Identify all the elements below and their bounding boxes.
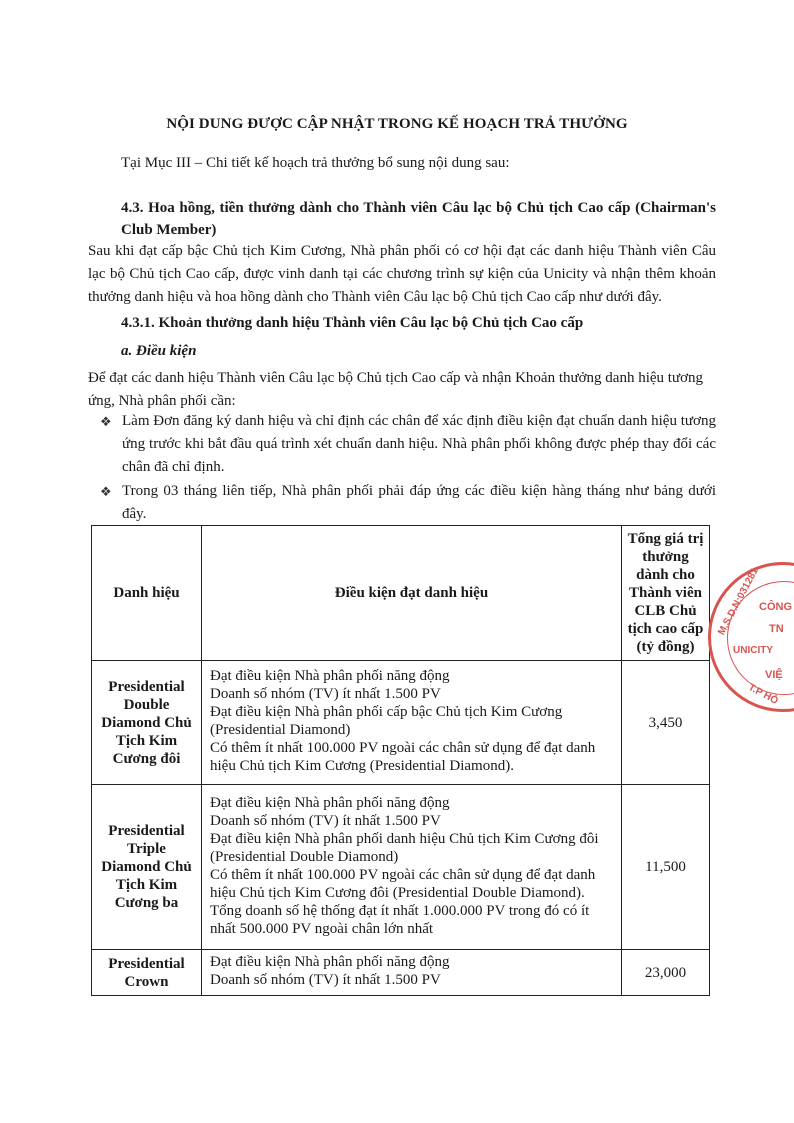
row-value: 11,500: [622, 785, 710, 950]
condition-line: Đạt điều kiện Nhà phân phối cấp bậc Chủ tịch Kim Cương (Presidential Diamond): [210, 704, 563, 738]
table-row: [92, 950, 710, 996]
condition-line: Doanh số nhóm (TV) ít nhất 1.500 PV: [210, 812, 441, 829]
row-value: 23,000: [622, 950, 710, 996]
bullet-text: Trong 03 tháng liên tiếp, Nhà phân phối phải đáp ứng các điều kiện hàng tháng như bảng dưới đây.: [122, 483, 716, 522]
conditions-heading: a. Điều kiện: [121, 343, 197, 359]
seal-ring-text: M.S.D.N:031281: [716, 566, 761, 638]
diamond-bullet-icon: ❖: [100, 414, 112, 429]
condition-line: Đạt điều kiện Nhà phân phối năng động: [210, 668, 450, 684]
header-reward: Tổng giá trị thưởng dành cho Thành viên CLB Chủ tịch cao cấp (tỷ đồng): [622, 526, 710, 661]
seal-text-1: CÔNG: [759, 601, 792, 613]
row-title: Presidential Crown: [92, 950, 202, 996]
table-header-row: [92, 526, 710, 661]
condition-line: Có thêm ít nhất 100.000 PV ngoài các chân sử dụng để đạt danh hiệu Chủ tịch Kim Cương đôi (Presidential Double Diamond).: [210, 866, 596, 901]
paragraph-2: Để đạt các danh hiệu Thành viên Câu lạc bộ Chủ tịch Cao cấp và nhận Khoản thưởng danh hiệu tương ứng, Nhà phân phối cần:: [88, 370, 704, 409]
condition-line: Có thêm ít nhất 100.000 PV ngoài các chân sử dụng để đạt danh hiệu Chủ tịch Kim Cương (Presidential Diamond).: [210, 740, 596, 774]
page-title: NỘI DUNG ĐƯỢC CẬP NHẬT TRONG KẾ HOẠCH TRẢ THƯỞNG: [166, 116, 628, 132]
seal-text-2: TN: [769, 623, 784, 635]
header-title: Danh hiệu: [92, 526, 202, 661]
bullet-item: [100, 410, 716, 479]
section-heading: 4.3. Hoa hồng, tiền thưởng dành cho Thành viên Câu lạc bộ Chủ tịch Cao cấp (Chairman's Club Member): [121, 200, 716, 238]
bullet-text: Làm Đơn đăng ký danh hiệu và chỉ định các chân để xác định điều kiện đạt chuẩn danh hiệu tương ứng trước khi bắt đầu quá trình xét chuẩn danh hiệu. Nhà phân phối không được phép thay đổi các chân đã chỉ định.: [122, 413, 716, 475]
company-seal: [708, 562, 794, 712]
row-title: Presidential Triple Diamond Chủ Tịch Kim Cương ba: [92, 785, 202, 950]
intro-text: Tại Mục III – Chi tiết kế hoạch trả thưởng bổ sung nội dung sau:: [121, 155, 510, 171]
condition-line: Đạt điều kiện Nhà phân phối danh hiệu Chủ tịch Kim Cương đôi (Presidential Double Diamond): [210, 830, 599, 865]
diamond-bullet-icon: ❖: [100, 484, 112, 499]
bullet-item: [100, 480, 716, 526]
row-title: Presidential Double Diamond Chủ Tịch Kim Cương đôi: [92, 661, 202, 785]
seal-bottom-text: T.P HỒ: [746, 682, 780, 707]
paragraph-1: Sau khi đạt cấp bậc Chủ tịch Kim Cương, Nhà phân phối có cơ hội đạt các danh hiệu Thành viên Câu lạc bộ Chủ tịch Cao cấp, được vinh danh tại các chương trình sự kiện của Unicity và nhận thêm khoản thưởng danh hiệu và hoa hồng dành cho Thành viên Câu lạc bộ Chủ tịch Cao cấp như dưới đây.: [88, 243, 716, 305]
row-conditions: [202, 661, 622, 785]
header-conditions: Điều kiện đạt danh hiệu: [202, 526, 622, 661]
row-value: 3,450: [622, 661, 710, 785]
seal-text-3: UNICITY: [733, 645, 773, 656]
condition-line: Đạt điều kiện Nhà phân phối năng động: [210, 794, 450, 811]
row-conditions: [202, 950, 622, 996]
subheading: 4.3.1. Khoản thưởng danh hiệu Thành viên Câu lạc bộ Chủ tịch Cao cấp: [121, 315, 584, 331]
table-row: [92, 661, 710, 785]
condition-line: Doanh số nhóm (TV) ít nhất 1.500 PV: [210, 972, 441, 988]
table-row: [92, 785, 710, 950]
conditions-table: [91, 525, 710, 996]
row-conditions: [202, 785, 622, 950]
seal-text-4: VIỆ: [765, 669, 783, 681]
condition-line: Tổng doanh số hệ thống đạt ít nhất 1.000.000 PV trong đó có ít nhất 500.000 PV ngoài chân lớn nhất: [210, 902, 590, 937]
condition-line: Đạt điều kiện Nhà phân phối năng động: [210, 954, 450, 970]
condition-line: Doanh số nhóm (TV) ít nhất 1.500 PV: [210, 686, 441, 702]
